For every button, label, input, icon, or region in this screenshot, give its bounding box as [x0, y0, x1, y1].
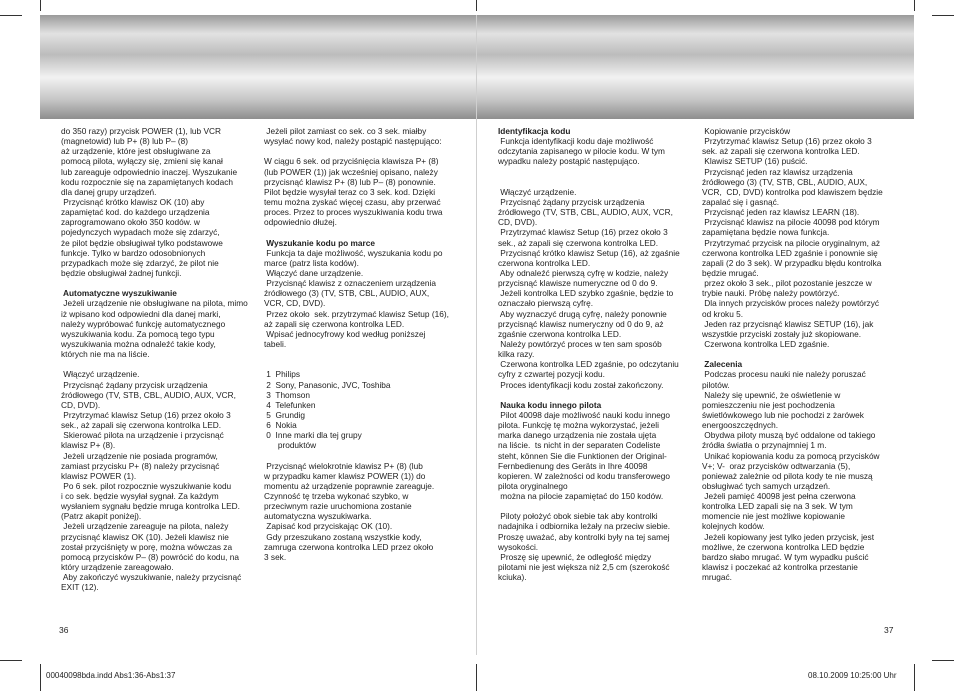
text-line: który urządzenie zareagowało.	[61, 562, 174, 573]
text-line: funkcje. Tylko w bardzo odosobnionych	[61, 247, 206, 258]
text-line: Przycisnąć wielokrotnie klawisz P+ (8) (lub	[264, 460, 423, 471]
text-line: Jeżeli pilot zamiast co sek. co 3 sek. miałby	[264, 126, 427, 136]
text-line	[61, 278, 248, 288]
text-line: Fernbedienung des Geräts in Ihre 40098	[498, 460, 648, 471]
crop-mark-bottom-right-v	[914, 664, 915, 691]
text-line: Czerwona kontrolka LED zgaśnie, po odczytaniu	[498, 359, 679, 370]
text-line: ponieważ zależnie od pilota kody te nie muszą	[702, 470, 873, 481]
text-column-4	[702, 126, 883, 582]
text-line: wysłaniem sygnału będzie mruga kontrolka LED.	[61, 501, 240, 512]
text-line: pilotami nie jest większa niż 2,5 cm (szerokość	[498, 562, 670, 573]
text-line: będzie mrugać.	[702, 267, 759, 278]
text-line: wypadku należy postąpić następująco.	[498, 156, 640, 167]
text-column-3	[498, 126, 680, 582]
text-line: 5 Grundig	[264, 409, 306, 420]
text-line: VCR, CD, DVD) kontrolka pod klawiszem będzie	[702, 186, 883, 197]
text-line: źródła światła o przynajmniej 1 m.	[702, 440, 827, 451]
text-line: wysyłać nowy kod, należy postąpić następująco:	[264, 136, 442, 147]
text-line: przypadkach może się zdarzyć, że pilot nie	[61, 257, 219, 268]
text-line: momencie nie jest możliwe kopiowanie	[702, 511, 845, 522]
text-line: sek., aż zapali się czerwona kontrolka LED.	[61, 420, 222, 431]
page-number-right: 37	[884, 625, 894, 635]
page-fold-divider	[476, 15, 477, 655]
text-line: iż wpisano kod odpowiedni dla danej marki,	[61, 308, 221, 319]
text-line: Jeżeli kontrolka LED szybko zgaśnie, będzie to	[498, 288, 674, 299]
text-line: aż urządzenie, które jest obsługiwane za	[61, 146, 211, 157]
header-gradient-band	[40, 15, 914, 119]
text-line: CD, DVD).	[61, 399, 101, 410]
section-heading: Wyszukanie kodu po marce	[264, 237, 375, 248]
text-line: Jeżeli pamięć 40098 jest pełna czerwona	[702, 491, 856, 502]
text-line	[498, 167, 680, 177]
text-line: przycisnąć klawisz P+ (8) lub P– (8) ponownie.	[264, 176, 436, 187]
section-heading: Nauka kodu innego pilota	[498, 399, 602, 410]
text-line: Należy się upewnić, że oświetlenie w	[702, 389, 841, 400]
text-line: (lub POWER (1)) jak wcześniej opisano, należy	[264, 166, 438, 177]
text-line	[498, 501, 680, 511]
text-line	[702, 349, 883, 359]
text-line: VCR, CD, DVD).	[264, 298, 326, 309]
text-line: V+; V- oraz przycisków odtwarzania (5),	[702, 460, 851, 471]
text-line: pomocą pilota, wyłączy się, zmieni się kanał	[61, 156, 223, 167]
section-heading: Zalecenia	[702, 359, 743, 370]
text-line: Aby wyznaczyć drugą cyfrę, należy ponownie	[498, 308, 667, 319]
footer-file-info: 00040098bda.indd Abs1:36-Abs1:37	[46, 671, 176, 680]
text-line: odczytania zapisanego w pilocie kodu. W tym	[498, 146, 665, 157]
text-line	[264, 227, 449, 237]
text-line: Jeżeli kopiowany jest tylko jeden przycisk, jest	[702, 531, 875, 542]
text-line: źródłowego (TV, STB, CBL, AUDIO, AUX, VCR,	[61, 389, 236, 400]
section-heading: Automatyczne wyszukiwanie	[61, 288, 177, 299]
text-line: marka danego urządzenia nie została ujęta	[498, 430, 657, 441]
text-line: których nie ma na liście.	[61, 349, 150, 360]
text-line: Włączyć dane urządzenie.	[264, 267, 364, 278]
text-line: przeciwnym razie uruchomiona zostanie	[264, 501, 412, 512]
text-line: i co sek. będzie wysyłał sygnał. Za każdym	[61, 491, 219, 502]
text-line: obsługiwać tych samych urządzeń.	[702, 480, 831, 491]
text-line: wysokości.	[498, 541, 539, 552]
text-line: na liście. ts nicht in der separaten Codeliste	[498, 440, 661, 451]
text-line: Przycisnąć żądany przycisk urządzenia	[498, 196, 645, 207]
crop-mark-bottom-right	[932, 660, 954, 661]
text-line: czerwona kontrolka LED.	[498, 257, 591, 268]
text-line: źródłowego (3) (TV, STB, CBL, AUDIO, AUX,	[264, 288, 430, 299]
text-line: został przyciśnięty w porę, można wówczas za	[61, 541, 233, 552]
text-line: należy wypróbować funkcję automatycznego	[61, 318, 226, 329]
text-line: zamruga czerwona kontrolka LED przez około	[264, 541, 434, 552]
text-line: pilota. Funkcję tę można wykorzystać, jeżeli	[498, 420, 659, 431]
text-line: kciuka).	[498, 572, 527, 583]
text-line: przez około 3 sek., pilot pozostanie jeszcze w	[702, 278, 872, 289]
text-line: Aby odnaleźć pierwszą cyfrę w kodzie, należy	[498, 267, 669, 278]
text-line: pojedynczych wypadach może się zdarzyć,	[61, 227, 220, 238]
text-line: świetlówkowego lub nie pochodzi z żarówek	[702, 409, 864, 420]
section-heading: Identyfikacja kodu	[498, 126, 571, 136]
text-line: 3 sek.	[264, 551, 287, 562]
text-line: Proces identyfikacji kodu został zakończony.	[498, 379, 664, 390]
text-line: Pilot 40098 daje możliwość nauki kodu innego	[498, 409, 671, 420]
text-line: 6 Nokia	[264, 420, 297, 431]
text-line: czerwona kontrolka LED zgaśnie i ponownie się	[702, 247, 878, 258]
text-line: oznaczało pierwszą cyfrę.	[498, 298, 593, 309]
text-line: wszystkie przyciski zostały już skopiowane.	[702, 328, 862, 339]
text-line: tabeli.	[264, 338, 287, 349]
text-line: odpowiednio dłużej.	[264, 217, 337, 228]
text-line: zapamiętana będzie nowa funkcja.	[702, 227, 830, 238]
text-line: kodu rozpocznie się na zapamiętanych kodach	[61, 176, 234, 187]
text-line	[498, 177, 680, 187]
text-line: pomieszczeniu nie jest pochodzenia	[702, 399, 835, 410]
text-line: Przytrzymać klawisz Setup (16) przez około 3	[61, 409, 231, 420]
text-line: Podczas procesu nauki nie należy poruszać	[702, 369, 866, 380]
text-line: 1 Philips	[264, 369, 300, 380]
text-line: Włączyć urządzenie.	[61, 369, 140, 380]
text-line: dla danej grupy urządzeń.	[61, 186, 157, 197]
text-line	[264, 146, 449, 156]
text-line: produktów	[264, 440, 317, 451]
text-line: pilotów.	[702, 379, 730, 390]
text-line: bardzo słabo mrugać. W tym wypadku puścić	[702, 551, 869, 562]
text-line: Po 6 sek. pilot rozpocznie wyszukiwanie kodu	[61, 480, 232, 491]
text-line: wyszukiwania kodu. Za pomocą tego typu	[61, 328, 215, 339]
text-line: Dla innych przycisków proces należy powtórzyć	[702, 298, 880, 309]
text-line: pilota oryginalnego	[498, 480, 568, 491]
text-line: źródłowego (3) (TV, STB, CBL, AUDIO, AUX,	[702, 176, 868, 187]
crop-mark-bottom-center-v	[476, 664, 477, 691]
text-line: Piloty położyć obok siebie tak aby kontrolki	[498, 511, 658, 522]
text-line: że pilot będzie obsługiwał tylko podstawowe	[61, 237, 223, 248]
text-line: kolejnych kodów.	[702, 521, 765, 532]
text-line	[264, 359, 449, 369]
text-line: EXIT (12).	[61, 582, 99, 593]
text-line: Gdy przeszukano zostaną wszystkie kody,	[264, 531, 422, 542]
text-line: Przycisnąć jeden raz klawisz urządzenia	[702, 166, 853, 177]
text-line: Czerwona kontrolka LED zgaśnie.	[702, 338, 830, 349]
text-line: temu można zyskać więcej czasu, aby przerwać	[264, 196, 441, 207]
text-line: aż zapali się czerwona kontrolka LED.	[264, 318, 405, 329]
text-line: przycisnąć klawisz numeryczny od 0 do 9, aż	[498, 318, 664, 329]
text-line: 2 Sony, Panasonic, JVC, Toshiba	[264, 379, 391, 390]
text-line	[264, 349, 449, 359]
text-line: 0 Inne marki dla tej grupy	[264, 430, 362, 441]
text-line: klawisz POWER (1).	[61, 470, 137, 481]
text-line: zamiast przycisku P+ (8) należy przycisnąć	[61, 460, 220, 471]
text-line: Obydwa piloty muszą być oddalone od takiego	[702, 430, 876, 441]
text-line: Aby zakończyć wyszukiwanie, należy przycisnąć	[61, 572, 242, 583]
text-line: Proszę uważać, aby kontrolki były na tej samej	[498, 531, 670, 542]
text-line: 3 Thomson	[264, 389, 310, 400]
text-line: będzie obsługiwał żadnej funkcji.	[61, 267, 182, 278]
crop-mark-top-center-v	[476, 0, 477, 11]
text-line: Jeden raz przycisnąć klawisz SETUP (16), jak	[702, 318, 874, 329]
text-line: automatyczna wyszukiwarka.	[264, 511, 372, 522]
crop-mark-bottom-left-v	[40, 664, 41, 691]
crop-mark-top-left	[0, 15, 22, 16]
text-line: (magnetowid) lub P+ (8) lub P– (8)	[61, 136, 189, 147]
text-line: zgaśnie czerwona kontrolka LED.	[498, 328, 622, 339]
text-line: od kroku 5.	[702, 308, 744, 319]
text-line: Unikać kopiowania kodu za pomocą przycisków	[702, 450, 880, 461]
text-line: Kopiowanie przycisków	[702, 126, 791, 136]
text-line: Jeżeli urządzenie zareaguje na pilota, należy	[61, 521, 229, 532]
text-line: momentu aż urządzenie poprawnie zareaguje.	[264, 480, 435, 491]
text-line: Przytrzymać przycisk na pilocie oryginalnym, aż	[702, 237, 880, 248]
text-line: Przycisnąć żądany przycisk urządzenia	[61, 379, 208, 390]
text-line: Przycisnąć jeden raz klawisz LEARN (18).	[702, 207, 860, 218]
crop-mark-top-left-v	[40, 0, 41, 11]
text-line: lub zareaguje odpowiednio inaczej. Wyszukanie	[61, 166, 238, 177]
text-line: (Patrz akapit poniżej).	[61, 511, 142, 522]
text-line: Czynność tę trzeba wykonać szybko, w	[264, 491, 409, 502]
text-line: przycisnąć klawisz OK (10). Jeżeli klawisz nie	[61, 531, 229, 542]
text-line: sek., aż zapali się czerwona kontrolka LED.	[498, 237, 659, 248]
text-line: Przez około sek. przytrzymać klawisz Setup (16),	[264, 308, 449, 319]
text-line: do 350 razy) przycisk POWER (1), lub VCR	[61, 126, 221, 136]
text-line: mrugać.	[702, 572, 732, 583]
text-line: W ciągu 6 sek. od przyciśnięcia klawisza P+ (8)	[264, 156, 439, 167]
text-line: Należy powtórzyć proces w ten sam sposób	[498, 338, 662, 349]
text-line: klawisz P+ (8).	[61, 440, 116, 451]
text-line: nadajnika i odbiornika leżały na przeciw siebie.	[498, 521, 671, 532]
text-line: Przycisnąć klawisz na pilocie 40098 pod którym	[702, 217, 880, 228]
text-column-2	[264, 126, 449, 562]
text-line: Przycisnąć krótko klawisz OK (10) aby	[61, 196, 205, 207]
text-line: w przypadku kamer klawisz POWER (1)) do	[264, 470, 426, 481]
footer-timestamp: 08.10.2009 10:25:00 Uhr	[808, 671, 897, 680]
text-column-1	[61, 126, 248, 592]
text-line: Proszę się upewnić, że odległość między	[498, 551, 652, 562]
page-number-left: 36	[59, 625, 69, 635]
text-line: wyszukiwania można odnaleźć takie kody,	[61, 338, 216, 349]
text-line: kilka razy.	[498, 349, 535, 360]
text-line	[498, 390, 680, 400]
text-line: Klawisz SETUP (16) puścić.	[702, 156, 808, 167]
crop-mark-top-right-v	[914, 0, 915, 11]
text-line: CD, DVD).	[498, 217, 538, 228]
text-line: Przytrzymać klawisz Setup (16) przez około 3	[498, 227, 668, 238]
text-line: można na pilocie zapamiętać do 150 kodów.	[498, 491, 664, 502]
text-line: steht, können Sie die Funktionen der Original-	[498, 450, 667, 461]
text-line: źródłowego (TV, STB, CBL, AUDIO, AUX, VCR,	[498, 207, 673, 218]
text-line: pomocą przycisków P– (8) powrócić do kodu, na	[61, 551, 240, 562]
text-line: kontrolka LED zapali się na 3 sek. W tym	[702, 501, 853, 512]
text-line: Funkcja identyfikacji kodu daje możliwość	[498, 136, 654, 147]
text-line: marce (patrz lista kodów).	[264, 257, 359, 268]
text-line: Jeżeli urządzenie nie posiada programów,	[61, 450, 218, 461]
text-line: zapamiętać kod. do każdego urządzenia	[61, 207, 210, 218]
text-line: przycisnąć klawisze numeryczne od 0 do 9.	[498, 278, 658, 289]
text-line: Jeżeli urządzenie nie obsługiwane na pilota, mimo	[61, 298, 248, 309]
text-line	[264, 451, 449, 461]
text-line: Włączyć urządzenie.	[498, 186, 577, 197]
crop-mark-top-right	[932, 15, 954, 16]
text-line: zapali (2 do 3 sek). W przypadku błędu kontrolka	[702, 257, 882, 268]
text-line: Przycisnąć krótko klawisz Setup (16), aż zgaśnie	[498, 247, 680, 258]
text-line: Wpisać jednocyfrowy kod według poniższej	[264, 328, 426, 339]
text-line: sek. aż zapali się czerwona kontrolka LED.	[702, 146, 860, 157]
text-line: Funkcja ta daje możliwość, wyszukania kodu po	[264, 247, 443, 258]
text-line: klawisz i poczekać aż kontrolka przestanie	[702, 562, 858, 573]
text-line: Skierować pilota na urządzenie i przycisnąć	[61, 430, 224, 441]
text-line: energooszczędnych.	[702, 420, 779, 431]
text-line: kopieren. W zależności od kodu transferowego	[498, 470, 671, 481]
text-line: zapalać się i gasnąć.	[702, 196, 780, 207]
crop-mark-bottom-left	[0, 660, 22, 661]
text-line: Pilot będzie wysyłał teraz co 3 sek. kod. Dzięki	[264, 186, 436, 197]
text-line: Przytrzymać klawisz Setup (16) przez około 3	[702, 136, 872, 147]
text-line: cyfry z czwartej pozycji kodu.	[498, 369, 605, 380]
text-line: trybie nauki. Próbę należy powtórzyć.	[702, 288, 840, 299]
text-line	[61, 359, 248, 369]
text-line: Przycisnąć klawisz z oznaczeniem urządzenia	[264, 278, 436, 289]
text-line: proces. Przez to proces wyszukiwania kodu trwa	[264, 207, 443, 218]
text-line: zaprogramowano około 350 kodów. w	[61, 217, 200, 228]
text-line: 4 Telefunken	[264, 399, 316, 410]
text-line: Zapisać kod przyciskając OK (10).	[264, 521, 393, 532]
text-line: możliwe, że czerwona kontrolka LED będzie	[702, 541, 865, 552]
